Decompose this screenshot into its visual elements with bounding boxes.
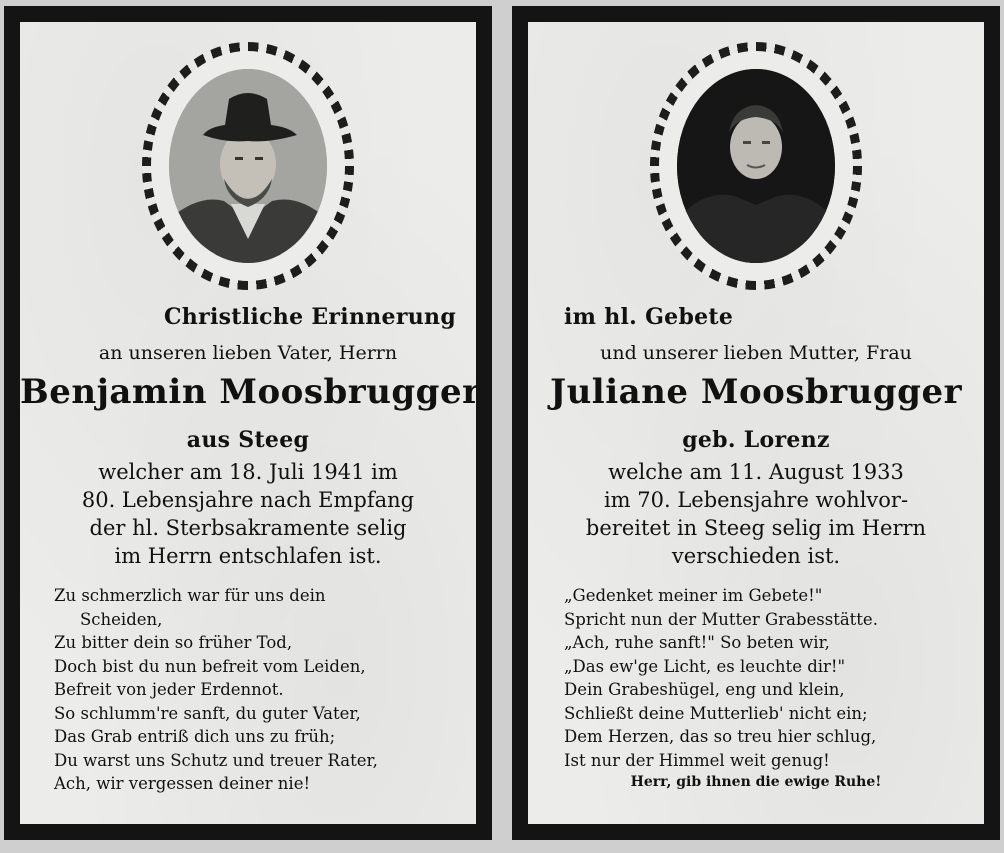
card-heading: Christliche Erinnerung bbox=[163, 304, 456, 330]
deceased-maiden-name: geb. Lorenz bbox=[682, 427, 830, 453]
death-notice-text: welche am 11. August 1933 im 70. Lebensjahre wohlvor- bereitet in Steeg selig im Herrn verschieden ist. bbox=[585, 460, 927, 568]
portrait-photo-man bbox=[169, 69, 327, 263]
card-paper bbox=[20, 22, 481, 824]
death-notice-text: welcher am 18. Juli 1941 im 80. Lebensjahre nach Empfang der hl. Sterbsakramente selig im Herrn entschlafen ist. bbox=[81, 460, 415, 568]
card-intro: an unseren lieben Vater, Herrn bbox=[98, 342, 398, 364]
memorial-poem: Zu schmerzlich war für uns dein Scheiden, Zu bitter dein so früher Tod, Doch bist du nun befreit vom Leiden, Befreit von jeder Erdennot. So schlumm're sanft, du guter Vater, Das Grab entriß dich uns zu früh; Du warst uns Schutz und treuer Rater, Ach, wir vergessen deiner nie! bbox=[54, 586, 378, 793]
card-heading: im hl. Gebete bbox=[564, 304, 734, 330]
portrait-wreath-frame bbox=[650, 42, 862, 290]
memorial-card-right bbox=[512, 6, 1000, 840]
memorial-poem: „Gedenket meiner im Gebete!" Spricht nun der Mutter Grabesstätte. „Ach, ruhe sanft!" So beten wir, „Das ew'ge Licht, es leuchte dir!" Dein Grabeshügel, eng und klein, Schließt deine Mutterlieb' nicht ein; Dem Herzen, das so treu hier schlug, Ist nur der Himmel weit genug! bbox=[564, 586, 878, 770]
card-intro: und unserer lieben Mutter, Frau bbox=[600, 342, 912, 364]
deceased-name: Juliane Moosbrugger bbox=[550, 372, 962, 412]
card-paper bbox=[528, 22, 984, 824]
portrait-photo-woman bbox=[677, 69, 835, 263]
deceased-name: Benjamin Moosbrugger bbox=[20, 372, 481, 412]
closing-prayer: Herr, gib ihnen die ewige Ruhe! bbox=[630, 774, 882, 790]
deceased-origin: aus Steeg bbox=[186, 427, 310, 453]
memorial-card-left bbox=[4, 6, 492, 840]
portrait-wreath-frame bbox=[142, 42, 354, 290]
